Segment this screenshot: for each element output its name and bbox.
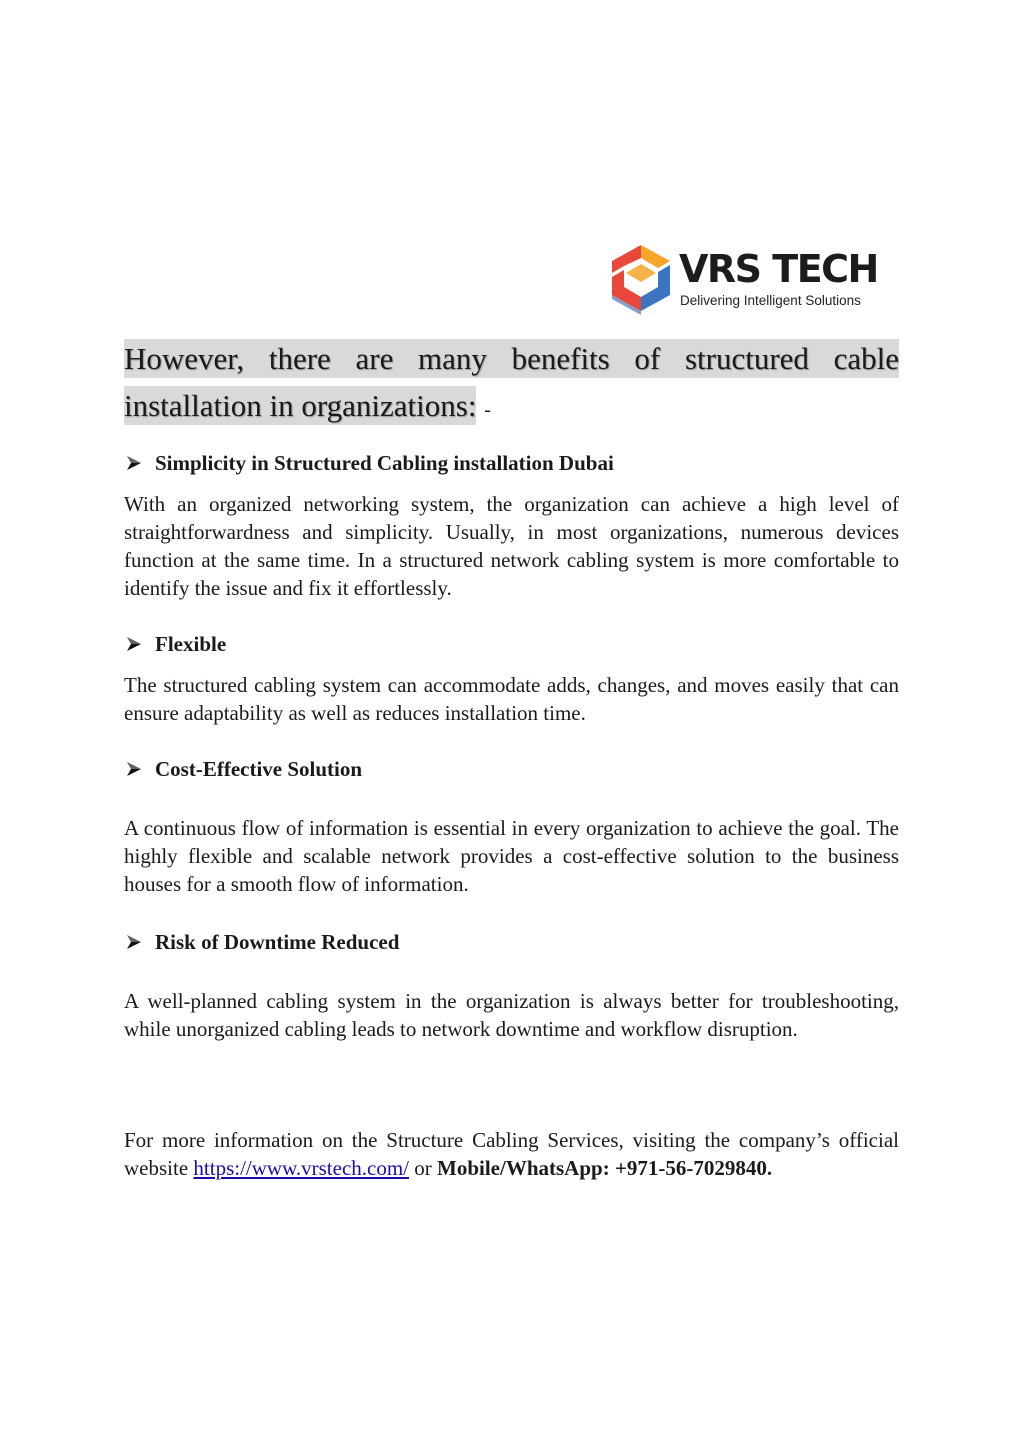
arrow-bullet-icon xyxy=(124,634,144,654)
logo-cube-icon xyxy=(608,243,674,315)
contact-paragraph xyxy=(124,1126,899,1182)
section-title-text: Cost-Effective Solution xyxy=(155,757,363,781)
company-logo xyxy=(608,243,888,315)
section-title xyxy=(124,450,899,476)
heading-text: However, there are many benefits of structured cable installation in organizations: xyxy=(124,341,899,423)
logo-tagline: Delivering Intelligent Solutions xyxy=(680,293,861,308)
section-title-text: Risk of Downtime Reduced xyxy=(155,930,400,954)
arrow-bullet-icon xyxy=(124,759,144,779)
arrow-bullet-icon xyxy=(124,453,144,473)
section-title-text: Flexible xyxy=(155,632,227,656)
section-body: The structured cabling system can accommodate adds, changes, and moves easily that can ensure adaptability as well as reduces installation time. xyxy=(124,673,899,725)
section-body: A continuous flow of information is essential in every organization to achieve the goal. The highly flexible and scalable network provides a cost-effective solution to the business houses for a smooth flow of information. xyxy=(124,816,899,896)
heading-suffix: - xyxy=(484,399,491,421)
section-title xyxy=(124,929,899,955)
section-body: With an organized networking system, the organization can achieve a high level of straightforwardness and simplicity. Usually, in most organizations, numerous devices function at the same time. In a structured network cabling system is more comfortable to identify the issue and fix it effortlessly. xyxy=(124,492,899,600)
website-link[interactable]: https://www.vrstech.com/ xyxy=(193,1156,410,1180)
contact-phone: Mobile/WhatsApp: +971-56-7029840. xyxy=(437,1156,773,1180)
section-body: A well-planned cabling system in the organization is always better for troubleshooting, while unorganized cabling leads to network downtime and workflow disruption. xyxy=(124,989,899,1041)
arrow-bullet-icon xyxy=(124,932,144,952)
section-title-text: Simplicity in Structured Cabling installation Dubai xyxy=(155,451,614,475)
section-title xyxy=(124,631,899,657)
logo-wordmark: VRS TECH xyxy=(679,247,878,291)
document-body xyxy=(124,335,899,1182)
contact-lead: For more information on the Structure Cabling Services, visiting the company’s official website xyxy=(124,1128,899,1180)
page-heading xyxy=(124,335,899,434)
contact-connector: or xyxy=(414,1156,432,1180)
section-title xyxy=(124,756,899,782)
